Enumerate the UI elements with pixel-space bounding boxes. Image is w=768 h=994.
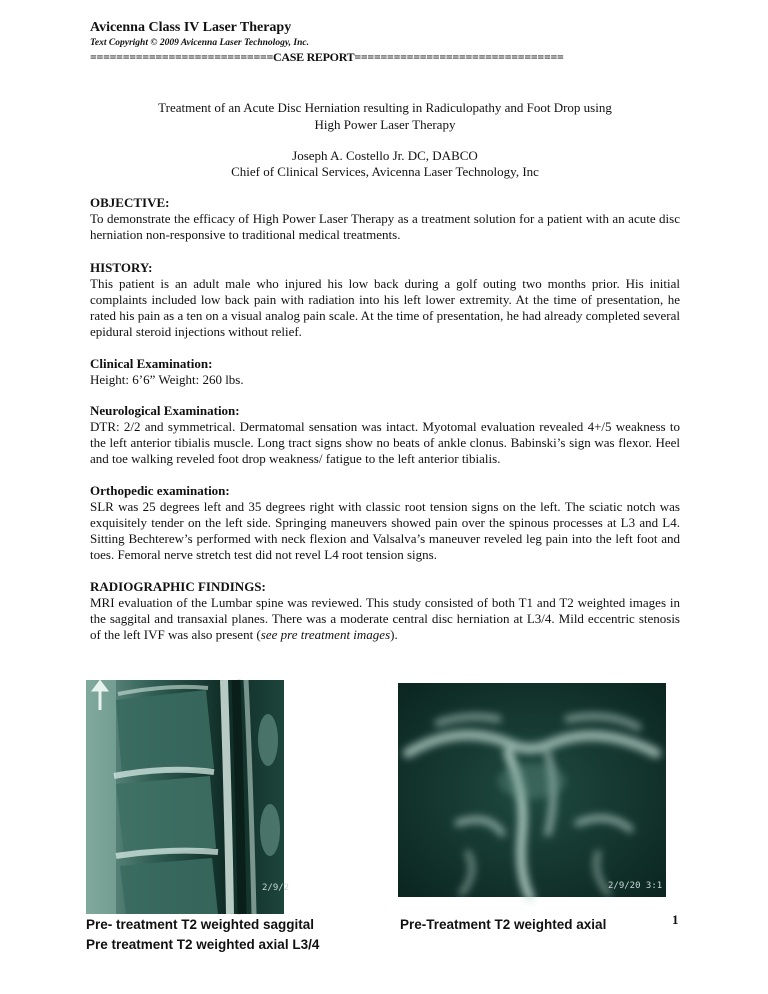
mri-sagittal-image — [86, 680, 290, 914]
caption-axial: Pre-Treatment T2 weighted axial — [400, 917, 607, 932]
section-heading: Orthopedic examination: — [90, 483, 230, 498]
caption-axial-l34: Pre treatment T2 weighted axial L3/4 — [86, 937, 320, 952]
section-heading: OBJECTIVE: — [90, 195, 170, 210]
section-history — [90, 260, 680, 340]
section-body-text: MRI evaluation of the Lumbar spine was reviewed. This study consisted of both T1 and T2 weighted images in the saggital and transaxial planes. There was a moderate central disc herniation at L3/4. Mild eccentric stenosis of the left IVF was also present ( — [90, 595, 680, 642]
mri-axial-image — [398, 683, 666, 897]
mri-axial-graphic — [398, 683, 666, 897]
section-body — [90, 595, 680, 643]
section-heading: Neurological Examination: — [90, 403, 240, 418]
report-title-line-2: High Power Laser Therapy — [314, 117, 456, 132]
section-body: To demonstrate the efficacy of High Power Laser Therapy as a treatment solution for a patient with an acute disc herniation non-responsive to traditional medical treatments. — [90, 211, 680, 242]
section-radiographic-findings — [90, 579, 680, 643]
section-heading: Clinical Examination: — [90, 356, 213, 371]
section-heading: HISTORY: — [90, 260, 153, 275]
section-orthopedic-examination — [90, 483, 680, 563]
document-header-title: Avicenna Class IV Laser Therapy — [90, 20, 292, 35]
author-name: Joseph A. Costello Jr. DC, DABCO — [292, 148, 478, 163]
author-affiliation: Chief of Clinical Services, Avicenna Laser Technology, Inc — [231, 164, 539, 179]
page-number: 1 — [672, 912, 679, 927]
mri-sagittal-date-stamp: 2/9/2 — [262, 883, 290, 893]
section-neurological-examination — [90, 403, 680, 467]
section-body-end: ). — [390, 627, 398, 642]
case-report-rule: ============================CASE REPORT================================ — [90, 50, 564, 64]
section-body: Height: 6’6” Weight: 260 lbs. — [90, 372, 244, 387]
section-clinical-examination — [90, 356, 680, 388]
mri-sagittal-graphic — [86, 680, 284, 914]
caption-sagittal: Pre- treatment T2 weighted saggital — [86, 917, 315, 932]
section-body: This patient is an adult male who injured his low back during a golf outing two months prior. His initial complaints included low back pain with radiation into his left lower extremity. At the time of presentation, he rated his pain as a ten on a visual analog pain scale. At the time of presentation, he had already completed several epidural steroid injections without relief. — [90, 276, 680, 339]
section-heading: RADIOGRAPHIC FINDINGS: — [90, 579, 266, 594]
section-body: SLR was 25 degrees left and 35 degrees right with classic root tension signs on the left. The sciatic notch was exquisitely tender on the left side. Springing maneuvers showed pain over the spinous processes at L3 and L4. Sitting Bechterew’s performed with neck flexion and Valsalva’s maneuver reveled leg pain into the left foot and toes. Femoral nerve stretch test did not revel L4 root tension signs. — [90, 499, 680, 562]
section-body-italic: see pre treatment images — [260, 627, 391, 642]
section-objective — [90, 195, 680, 243]
copyright-notice: Text Copyright © 2009 Avicenna Laser Technology, Inc. — [90, 38, 310, 48]
mri-axial-date-stamp: 2/9/20 3:1 — [608, 881, 663, 891]
report-title-line-1: Treatment of an Acute Disc Herniation resulting in Radiculopathy and Foot Drop using — [158, 100, 612, 115]
section-body: DTR: 2/2 and symmetrical. Dermatomal sensation was intact. Myotomal evaluation revealed 4+/5 weakness to the left anterior tibialis muscle. Long tract signs show no beats of ankle clonus. Babinski’s sign was flexor. Heel and toe walking reveled foot drop weakness/ fatigue to the left anterior tibialis. — [90, 419, 680, 466]
